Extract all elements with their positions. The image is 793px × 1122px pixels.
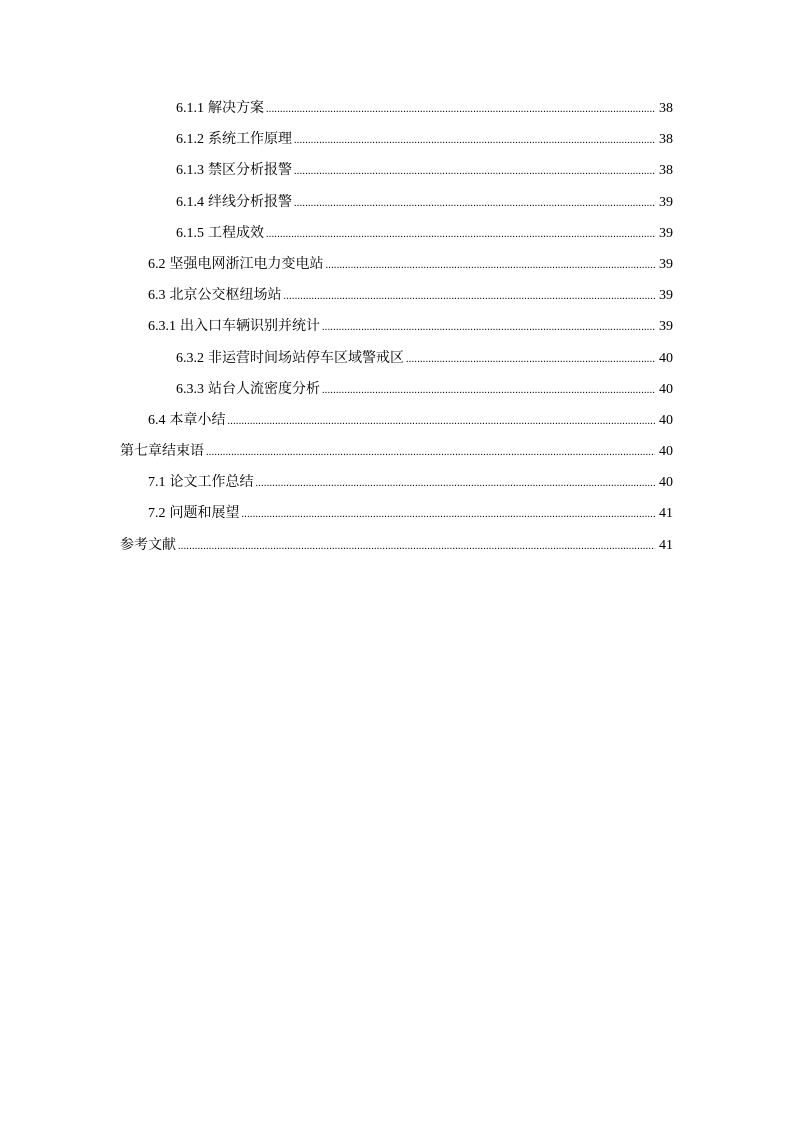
toc-entry-number: 6.3.1 xyxy=(148,319,176,335)
toc-entry[interactable] xyxy=(0,440,793,471)
toc-entry-title: 第七章结束语 xyxy=(120,444,204,460)
toc-entry[interactable] xyxy=(0,471,793,502)
toc-entry-title: 出入口车辆识别并统计 xyxy=(180,319,320,335)
toc-dot-leader xyxy=(284,285,656,309)
toc-entry-title: 非运营时间场站停车区域警戒区 xyxy=(208,350,404,366)
toc-entry-page: 40 xyxy=(659,475,673,491)
toc-entry-title: 本章小结 xyxy=(169,412,226,428)
toc-entry-title: 论文工作总结 xyxy=(169,475,254,491)
toc-entry-page: 38 xyxy=(659,132,673,148)
toc-entry-number: 6.3.2 xyxy=(176,350,204,366)
toc-entry[interactable] xyxy=(0,284,793,315)
toc-entry-page: 39 xyxy=(659,225,673,241)
toc-entry[interactable] xyxy=(0,409,793,440)
toc-entry-title: 解决方案 xyxy=(208,101,264,116)
toc-entry-number: 6.3 xyxy=(148,288,166,304)
toc-entry-page: 39 xyxy=(659,194,673,210)
toc-dot-leader xyxy=(406,348,655,372)
toc-dot-leader xyxy=(294,160,655,184)
toc-dot-leader xyxy=(266,223,655,247)
toc-entry-page: 39 xyxy=(659,288,673,304)
toc-entry[interactable] xyxy=(0,191,793,222)
toc-dot-leader xyxy=(228,410,656,434)
toc-entry[interactable] xyxy=(0,315,793,346)
toc-dot-leader xyxy=(294,129,655,153)
toc-entry-number: 6.1.2 xyxy=(176,132,204,148)
toc-entry[interactable] xyxy=(0,159,793,190)
toc-entry[interactable] xyxy=(0,97,793,128)
toc-entry-title: 坚强电网浙江电力变电站 xyxy=(169,256,324,272)
toc-entry-title: 禁区分析报警 xyxy=(208,163,292,179)
toc-entry-page: 38 xyxy=(659,163,673,179)
toc-entry-title: 参考文献 xyxy=(120,537,176,553)
toc-dot-leader xyxy=(242,503,656,527)
toc-entry[interactable] xyxy=(0,534,793,565)
toc-entry-page: 39 xyxy=(659,256,673,272)
toc-entry-page: 40 xyxy=(659,381,673,397)
toc-dot-leader xyxy=(322,316,655,340)
table-of-contents xyxy=(0,97,793,565)
toc-entry[interactable] xyxy=(0,253,793,284)
toc-entry-page: 40 xyxy=(659,412,673,428)
toc-entry-page: 39 xyxy=(659,319,673,335)
toc-dot-leader xyxy=(178,535,655,559)
toc-entry[interactable] xyxy=(0,378,793,409)
toc-entry-title: 系统工作原理 xyxy=(208,132,292,148)
toc-entry-page: 41 xyxy=(659,537,673,553)
toc-entry[interactable] xyxy=(0,222,793,253)
toc-dot-leader xyxy=(256,472,656,496)
toc-entry-number: 6.1.5 xyxy=(176,225,204,241)
toc-entry-number: 6.3.3 xyxy=(176,381,204,397)
toc-entry[interactable] xyxy=(0,347,793,378)
toc-dot-leader xyxy=(322,379,655,403)
toc-entry-title: 北京公交枢纽场站 xyxy=(169,288,282,304)
toc-entry-number: 7.2 xyxy=(148,506,166,522)
toc-dot-leader xyxy=(294,192,655,216)
toc-entry[interactable] xyxy=(0,502,793,533)
toc-entry-number: 7.1 xyxy=(148,475,166,491)
toc-entry-number: 6.4 xyxy=(148,412,166,428)
toc-entry-number: 6.1.4 xyxy=(176,194,204,210)
toc-entry-number: 6.1.3 xyxy=(176,163,204,179)
toc-entry-number: 6.1.1 xyxy=(176,101,204,116)
toc-dot-leader xyxy=(326,254,656,278)
toc-dot-leader xyxy=(206,441,655,465)
toc-entry-page: 40 xyxy=(659,444,673,460)
toc-entry-page: 40 xyxy=(659,350,673,366)
toc-entry-title: 站台人流密度分析 xyxy=(208,381,320,397)
toc-entry-title: 绊线分析报警 xyxy=(208,194,292,210)
toc-entry-page: 38 xyxy=(659,101,673,116)
toc-dot-leader xyxy=(266,98,655,122)
toc-entry-title: 问题和展望 xyxy=(169,506,240,522)
toc-entry-number: 6.2 xyxy=(148,256,166,272)
toc-entry[interactable] xyxy=(0,128,793,159)
toc-entry-page: 41 xyxy=(659,506,673,522)
toc-entry-title: 工程成效 xyxy=(208,225,264,241)
